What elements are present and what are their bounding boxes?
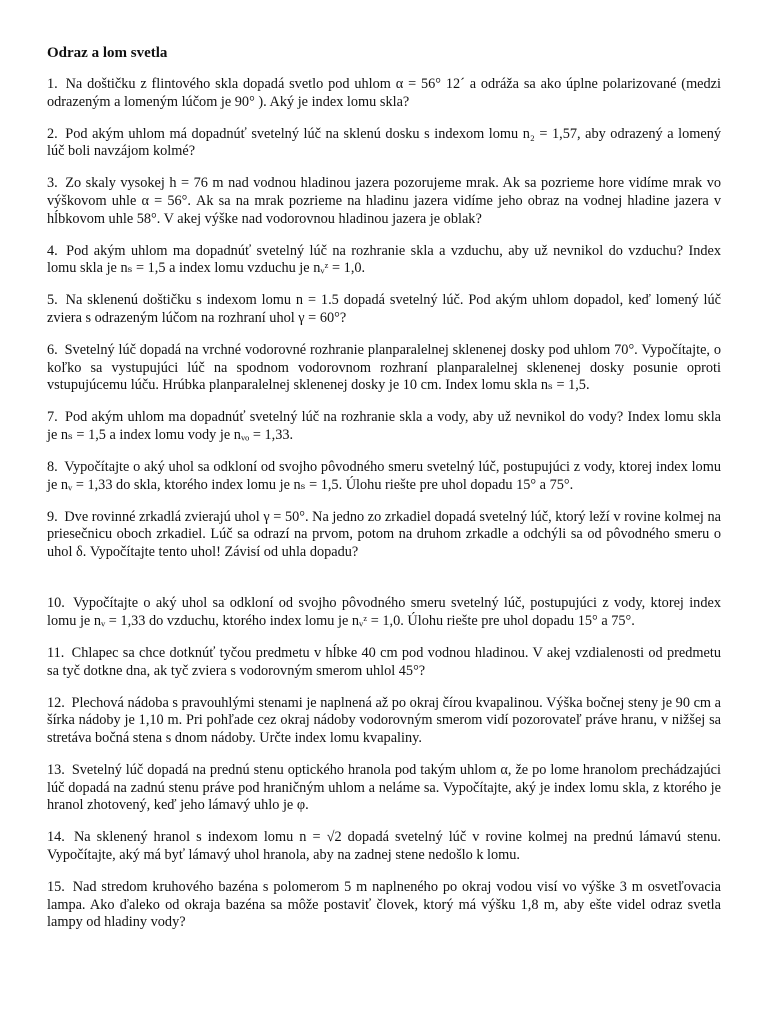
problem-number: 8. (47, 459, 58, 475)
problem-3 (47, 175, 721, 228)
problem-number: 1. (47, 76, 58, 92)
problem-2 (47, 126, 721, 161)
problem-text: Dve rovinné zrkadlá zvierajú uhol γ = 50°. Na jedno zo zrkadiel dopadá svetelný lúč, ktorý leží v rovine kolmej na priesečnicu oboch zrkadiel. Lúč sa odrazí na prvom, potom na druhom zrkadle a odchýli sa od pôvodného smeru o uhol δ. Vypočítajte tento uhol! Závisí od uhla dopadu? (47, 508, 722, 560)
problem-text: Chlapec sa chce dotknúť tyčou predmetu v hĺbke 40 cm pod vodnou hladinou. V akej vzdialenosti od predmetu sa tyč dotkne dna, ak tyč zviera s vodorovným smerom uhlol 45°? (47, 645, 721, 679)
problem-number: 9. (47, 508, 58, 525)
problem-text: Pod akým uhlom má dopadnúť svetelný lúč na sklenú dosku s indexom lomu n₂ = 1,57, aby odrazený a lomený lúč boli navzájom kolmé? (47, 125, 721, 160)
problem-8 (47, 459, 721, 494)
problem-1 (47, 76, 721, 111)
problem-15 (47, 879, 721, 932)
problem-text: Plechová nádoba s pravouhlými stenami je naplnená až po okraj čírou kvapalinou. Výška bočnej steny je 90 cm a šírka nádoby je 1,10 m. Pri pohľade cez okraj nádoby vodorovným smerom vidí pozorovateľ práve hranu, v nižšej sa stretáva bočná stena s dnom nádoby. Určte index lomu kvapaliny. (47, 694, 722, 747)
problem-number: 2. (47, 125, 58, 142)
problem-number: 15. (47, 879, 65, 896)
problem-text: Vypočítajte o aký uhol sa odkloní od svojho pôvodného smeru svetelný lúč, postupujúci z vody, ktorej index lomu je nᵥ = 1,33 do skla, ktorého index lomu je nₛ = 1,5. Úlohu riešte pre uhol dopadu 15° a 75°. (47, 459, 721, 493)
problem-text: Pod akým uhlom ma dopadnúť svetelný lúč na rozhranie skla a vzduchu, aby už nevnikol do vzduchu? Index lomu skla je nₛ = 1,5 a index lomu vzduchu je nᵥᶻ = 1,0. (47, 242, 721, 277)
problem-13 (47, 762, 721, 815)
page-title: Odraz a lom svetla (47, 45, 168, 61)
problem-text: Na sklenený hranol s indexom lomu n = √2 dopadá svetelný lúč v rovine kolmej na prednú lámavú stenu. Vypočítajte, aký má byť lámavý uhol hranola, aby na zadnej stene nedošlo k lomu. (47, 829, 721, 863)
problem-number: 11. (47, 645, 65, 662)
problem-7 (47, 409, 721, 444)
problem-text: Nad stredom kruhového bazéna s polomerom 5 m naplneného po okraj vodou visí vo výške 3 m osvetľovacia lampa. Ako ďaleko od okraja bazéna sa môže postaviť človek, ktorý má výšku 1,8 m, aby ešte videl odraz svetla lampy od hladiny vody? (47, 879, 722, 931)
problem-number: 13. (47, 762, 65, 779)
problem-number: 6. (47, 342, 58, 359)
problem-number: 12. (47, 694, 65, 711)
problem-9 (47, 509, 721, 562)
problem-11 (47, 645, 721, 680)
problem-12 (47, 695, 721, 748)
problem-text: Na sklenenú doštičku s indexom lomu n = 1.5 dopadá svetelný lúč. Pod akým uhlom dopadol, keď lomený lúč zviera s odrazeným lúčom na rozhraní uhol γ = 60°? (47, 292, 721, 326)
problem-number: 14. (47, 829, 65, 846)
problem-text: Vypočítajte o aký uhol sa odkloní od svojho pôvodného smeru svetelný lúč, postupujúci z vody, ktorej index lomu je nᵥ = 1,33 do vzduchu, ktorého index lomu je nᵥᶻ = 1,0. Úlohu riešte pre uhol dopadu 15° a 75°. (47, 595, 721, 630)
problem-4 (47, 243, 721, 278)
problem-number: 7. (47, 409, 58, 426)
problem-text: Svetelný lúč dopadá na prednú stenu optického hranola pod takým uhlom α, že po lome hranolom prechádzajúci lúč dopadá na zadnú stenu práve pod hraničným uhlom a neláme sa. Vypočítajte, aký je index lomu skla, z ktorého je hranol zhotovený, keď jeho lámavý uhlo je φ. (47, 762, 721, 814)
problem-6 (47, 342, 721, 395)
problem-number: 10. (47, 595, 65, 612)
problem-text: Na doštičku z flintového skla dopadá svetlo pod uhlom α = 56° 12´ a odráža sa ako úplne polarizované (medzi odrazeným a lomeným lúčom je 90° ). Aký je index lomu skla? (47, 76, 721, 110)
problem-5 (47, 292, 721, 327)
problem-number: 5. (47, 292, 58, 309)
problem-14 (47, 829, 721, 864)
problem-text: Svetelný lúč dopadá na vrchné vodorovné rozhranie planparalelnej sklenenej dosky pod uhlom 70°. Vypočítajte, o koľko sa vystupujúci lúč na spodnom vodorovnom rozhraní planparalelnej sklenenej dosky posunie oproti vstupujúcemu lúču. Hrúbka planparalelnej sklenenej dosky je 10 cm. Index lomu skla nₛ = 1,5. (47, 342, 722, 394)
problem-number: 3. (47, 175, 58, 192)
problem-10 (47, 595, 721, 630)
problem-text: Zo skaly vysokej h = 76 m nad vodnou hladinou jazera pozorujeme mrak. Ak sa pozrieme hore vidíme mrak vo výškovom uhle α = 56°. Ak sa na mrak pozrieme na hladinu jazera vidíme jeho obraz na vodnej hladine jazera v hĺbkovom uhle 58°. V akej výške nad vodorovnou hladinou jazera je oblak? (47, 175, 721, 227)
problem-number: 4. (47, 242, 58, 259)
problem-text: Pod akým uhlom ma dopadnúť svetelný lúč na rozhranie skla a vody, aby už nevnikol do vody? Index lomu skla je nₛ = 1,5 a index lomu vody je nᵥₒ = 1,33. (47, 409, 722, 443)
